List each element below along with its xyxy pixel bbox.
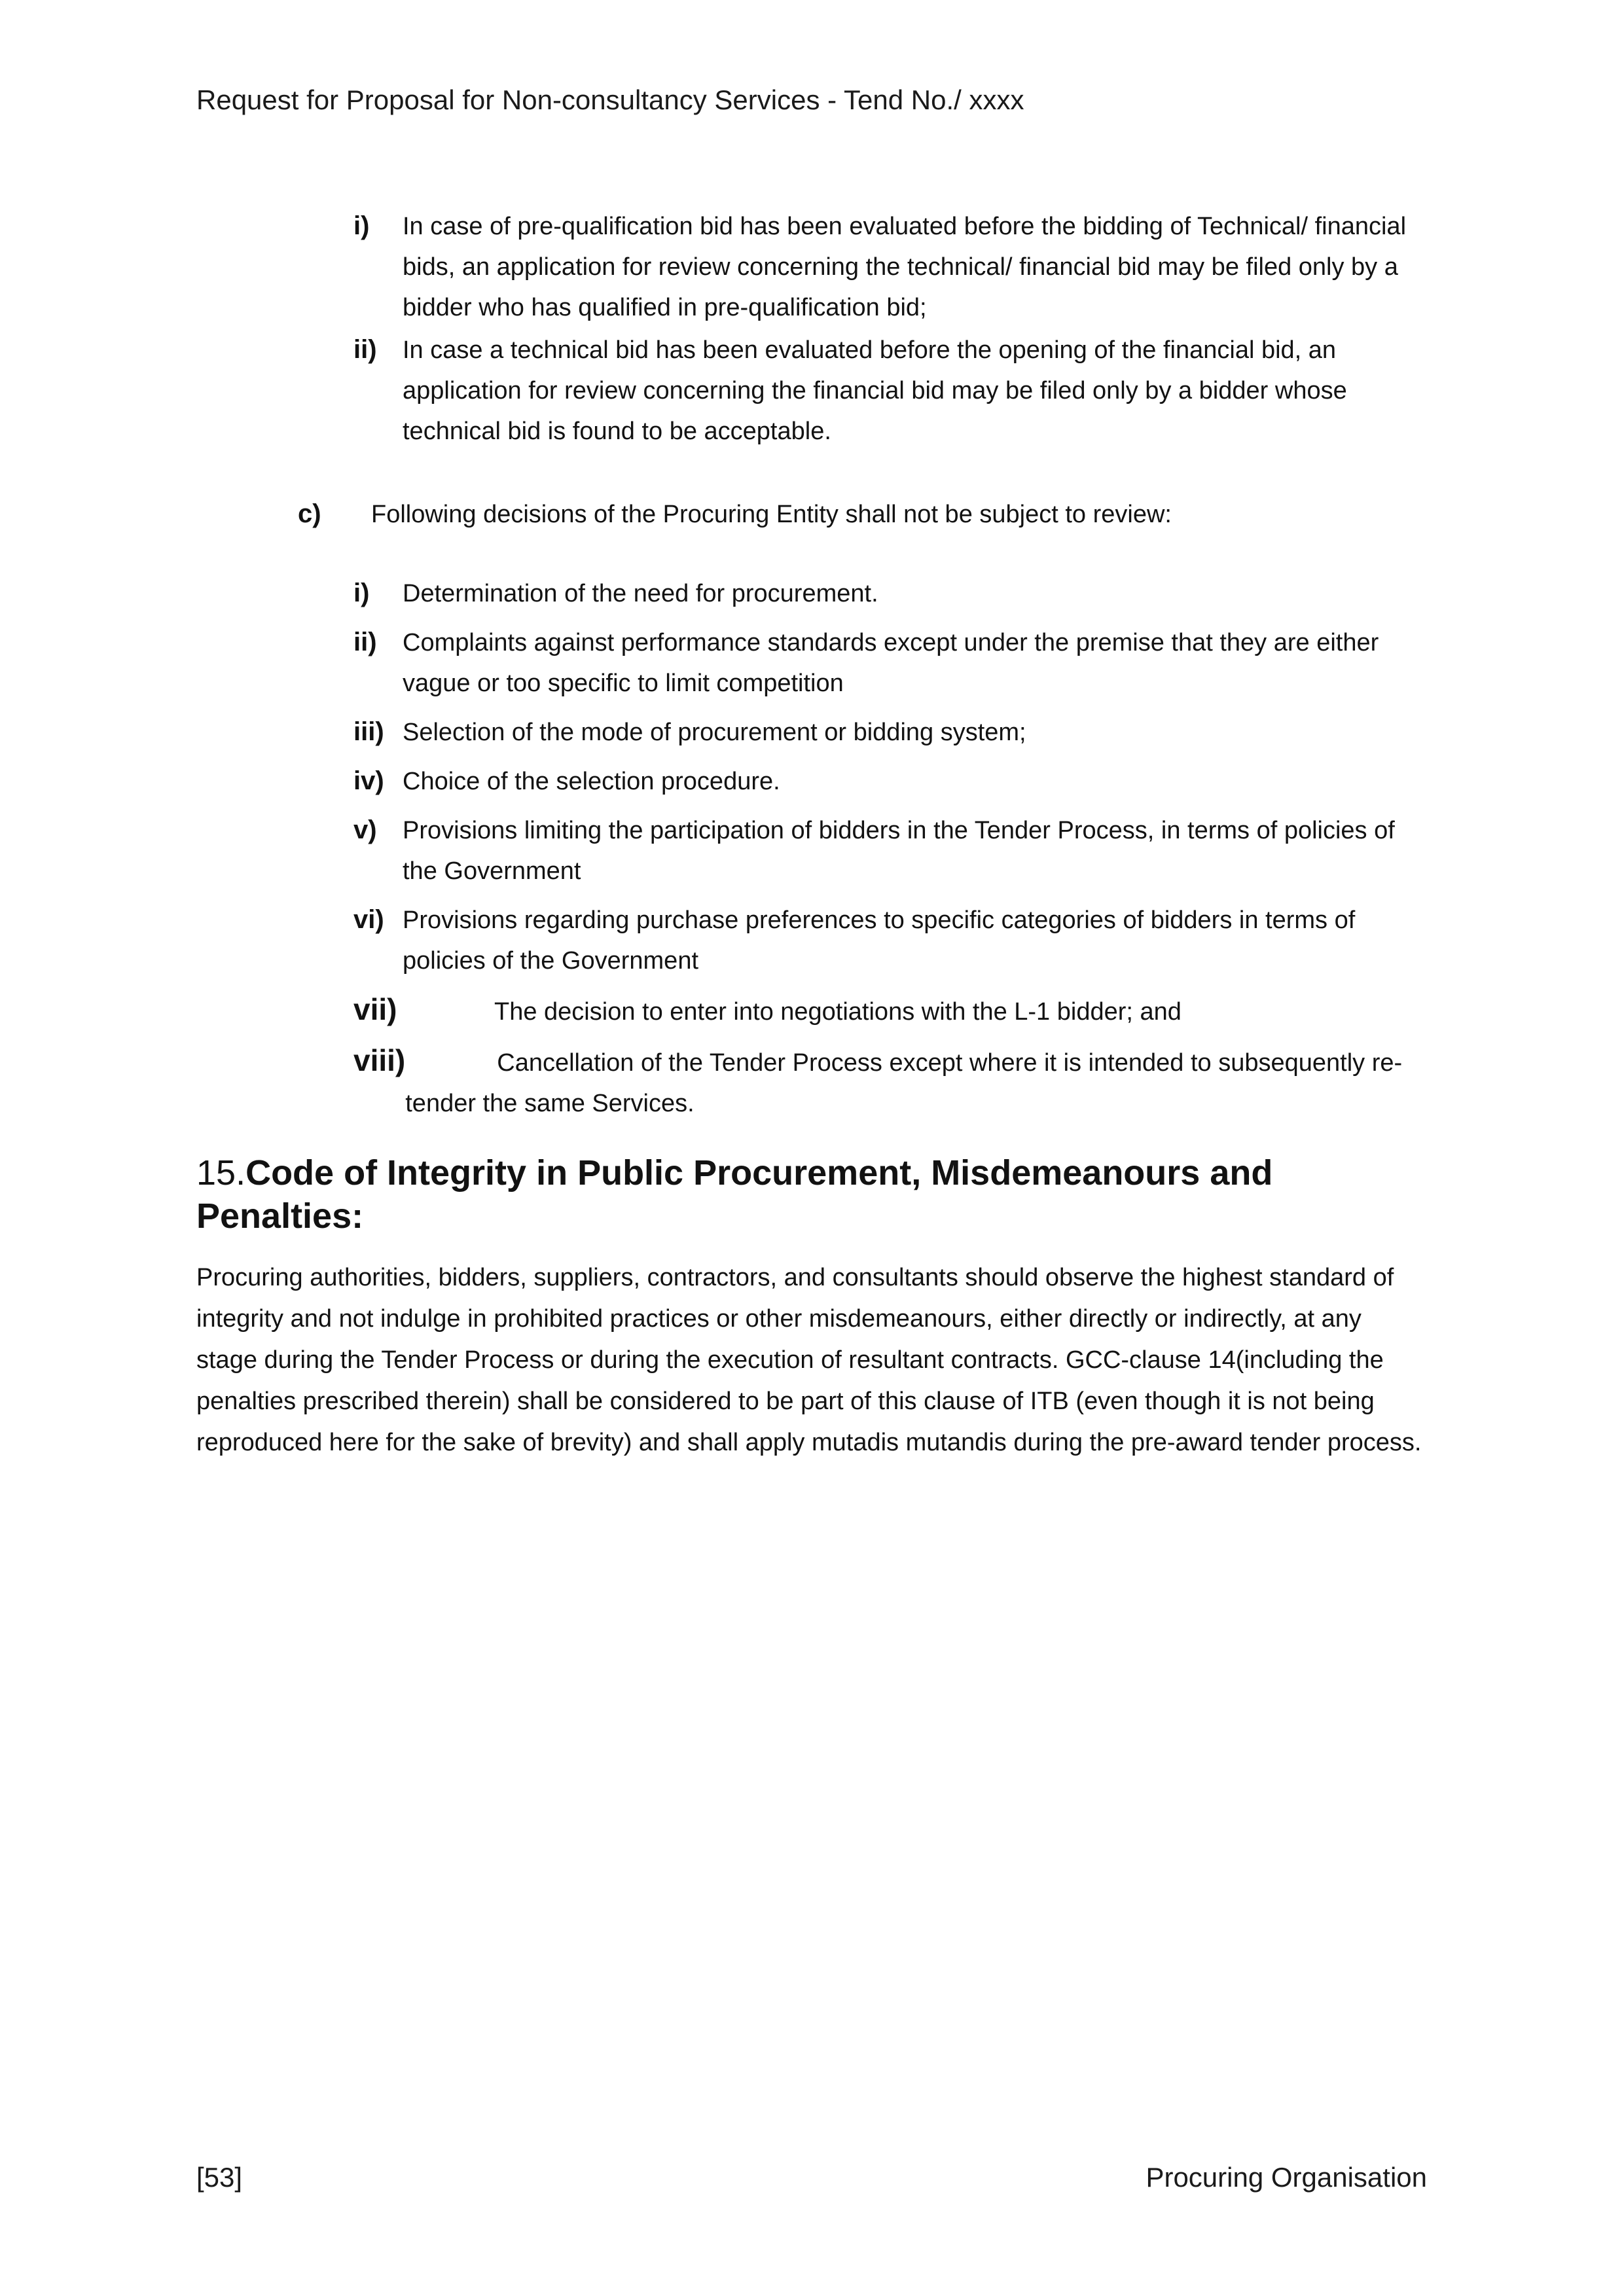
- list-marker: ii): [353, 335, 377, 364]
- body-paragraph: Procuring authorities, bidders, suppliers, contractors, and consultants should observe the highest standard of integrity and not indulge in prohibited practices or other misdemeanours, either directly or indirectly, at any stage during the Tender Process or during the execution of resultant contracts. GCC-clause 14(including the penalties prescribed therein) shall be considered to be part of this clause of ITB (even though it is not being reproduced here for the sake of brevity) and shall apply mutadis mutandis during the pre-award tender process.: [196, 1264, 1422, 1456]
- list-item: [353, 761, 1427, 802]
- footer-organisation: Procuring Organisation: [1146, 2162, 1427, 2193]
- list-item-text: Cancellation of the Tender Process except where it is intended to subsequently re-tender the same Services.: [405, 1049, 1403, 1117]
- list-item-text: In case a technical bid has been evaluated before the opening of the financial bid, an application for review concerning the financial bid may be filed only by a bidder whose technical bid is found to be acceptable.: [403, 336, 1347, 445]
- list-item: [353, 329, 1427, 452]
- list-b: [353, 206, 1427, 452]
- list-marker: iv): [353, 766, 384, 795]
- list-marker: i): [353, 579, 370, 607]
- page-footer: [196, 2161, 1427, 2194]
- list-item-text: Provisions limiting the participation of bidders in the Tender Process, in terms of policies of the Government: [403, 817, 1395, 885]
- list-item: [353, 622, 1427, 704]
- list-marker: vi): [353, 905, 384, 934]
- section-number: 15.: [196, 1153, 246, 1193]
- list-marker: ii): [353, 628, 377, 656]
- list-item: [353, 810, 1427, 891]
- page-header: Request for Proposal for Non-consultancy Services - Tend No./ xxxx: [196, 84, 1024, 115]
- list-marker: vii): [353, 992, 397, 1026]
- list-marker: i): [353, 211, 370, 240]
- list-item: [353, 206, 1427, 328]
- list-marker: viii): [353, 1043, 406, 1077]
- list-item: [353, 1040, 1427, 1124]
- list-item-text: In case of pre-qualification bid has been evaluated before the bidding of Technical/ financial bids, an application for review concerning the technical/ financial bid may be filed only by a bidder who has qualified in pre-qualification bid;: [403, 213, 1407, 321]
- list-item: [353, 573, 1427, 614]
- list-marker: v): [353, 816, 377, 844]
- list-item-c: [298, 493, 1427, 535]
- list-item: [353, 989, 1427, 1032]
- list-item-text: Choice of the selection procedure.: [403, 768, 780, 795]
- list-item-text: Provisions regarding purchase preferences to specific categories of bidders in terms of policies of the Government: [403, 906, 1356, 975]
- section-title: Code of Integrity in Public Procurement, Misdemeanours and Penalties:: [196, 1153, 1273, 1236]
- list-item-text: Selection of the mode of procurement or bidding system;: [403, 719, 1026, 746]
- list-marker: iii): [353, 717, 384, 746]
- list-marker: c): [298, 499, 321, 528]
- list-item: [353, 899, 1427, 981]
- list-item-text: The decision to enter into negotiations with the L-1 bidder; and: [494, 998, 1182, 1026]
- list-item-text: Following decisions of the Procuring Entity shall not be subject to review:: [371, 501, 1172, 528]
- list-item: [353, 711, 1427, 753]
- list-item-text: Complaints against performance standards except under the premise that they are either vague or too specific to limit competition: [403, 629, 1379, 697]
- page-content: [0, 84, 1624, 1463]
- list-item-text: Determination of the need for procurement.: [403, 580, 878, 607]
- section-heading: [196, 1151, 1427, 1238]
- page-number: [53]: [196, 2162, 243, 2193]
- list-c: [353, 573, 1427, 1124]
